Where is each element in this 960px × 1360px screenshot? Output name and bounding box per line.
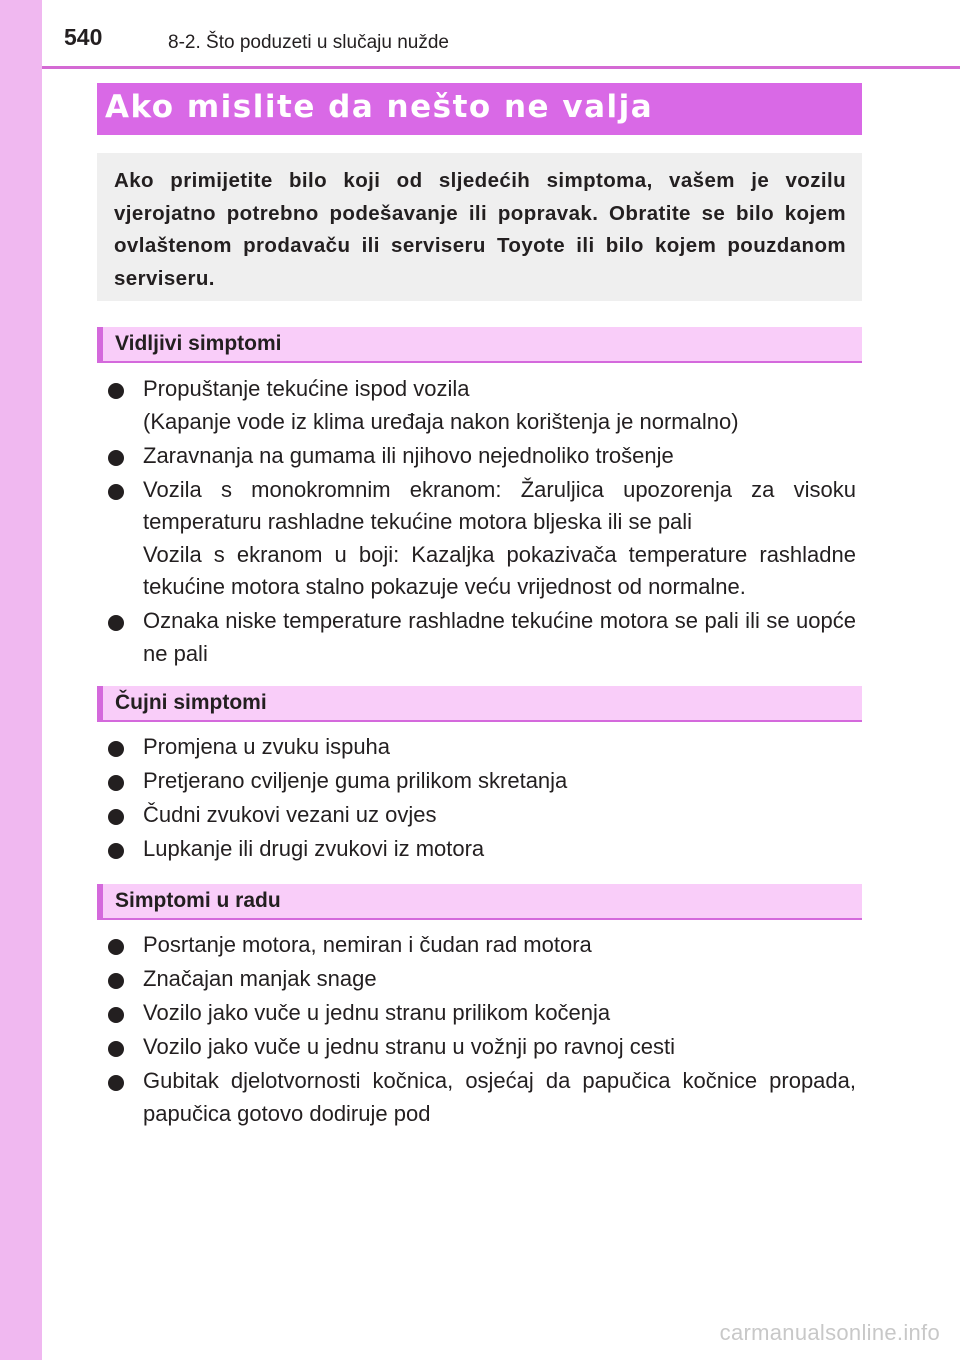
intro-text: Ako primijetite bilo koji od sljedećih simptoma, vašem je vozilu vjerojatno potrebno podešavanje ili popravak. Obratite se bilo kojem ovlaštenom prodavaču ili serviseru Toyote ili bilo kojem pouzdanom serviseru. bbox=[114, 169, 846, 290]
list-item-text: Vozilo jako vuče u jednu stranu prilikom kočenja bbox=[143, 1000, 611, 1025]
bullet-icon bbox=[108, 843, 124, 859]
list-item bbox=[108, 731, 856, 764]
side-color-strip bbox=[0, 0, 42, 1360]
bullet-icon bbox=[108, 1041, 124, 1057]
list-item-subtext: Vozila s ekranom u boji: Kazaljka pokazivača temperature rashladne tekućine motora stalno pokazuje veću vrijednost od normalne. bbox=[143, 541, 856, 599]
section-title-bar bbox=[97, 83, 862, 135]
list-item-text: Zaravnanja na gumama ili njihovo nejednoliko trošenje bbox=[143, 442, 674, 468]
bullet-icon bbox=[108, 1075, 124, 1091]
list-item-text: Promjena u zvuku ispuha bbox=[143, 734, 391, 759]
list-item bbox=[108, 929, 856, 962]
list-item-text: Pretjerano cviljenje guma prilikom skretanja bbox=[143, 768, 568, 793]
list-item bbox=[108, 765, 856, 798]
page-number: 540 bbox=[64, 24, 103, 50]
list-item-text: Vozila s monokromnim ekranom: Žaruljica upozorenja za visoku temperaturu rashladne tekućine motora bljeska ili se pali bbox=[143, 476, 856, 534]
bullet-icon bbox=[108, 809, 124, 825]
list-item-text: Propuštanje tekućine ispod vozila bbox=[143, 376, 470, 401]
list-item bbox=[108, 605, 856, 670]
list-item-text: Oznaka niske temperature rashladne tekućine motora se pali ili se uopće ne pali bbox=[143, 608, 856, 666]
bullet-icon bbox=[108, 484, 124, 500]
list-item-text: Posrtanje motora, nemiran i čudan rad motora bbox=[143, 932, 592, 957]
list-item bbox=[108, 799, 856, 832]
bullet-list-audible bbox=[108, 731, 856, 867]
bullet-icon bbox=[108, 615, 124, 631]
bullet-list-visible bbox=[108, 373, 856, 672]
bullet-icon bbox=[108, 450, 124, 466]
bullet-icon bbox=[108, 939, 124, 955]
list-item-text: Gubitak djelotvornosti kočnica, osjećaj da papučica kočnice propada, papučica gotovo dodiruje pod bbox=[143, 1068, 856, 1126]
list-item bbox=[108, 1031, 856, 1064]
bullet-icon bbox=[108, 1007, 124, 1023]
section-heading-audible bbox=[97, 686, 862, 722]
section-heading-label: Čujni simptomi bbox=[115, 691, 267, 714]
bullet-list-operational bbox=[108, 929, 856, 1132]
section-heading-label: Simptomi u radu bbox=[115, 889, 281, 912]
section-heading-visible bbox=[97, 327, 862, 363]
list-item bbox=[108, 833, 856, 866]
list-item-text: Lupkanje ili drugi zvukovi iz motora bbox=[143, 836, 485, 861]
page-header bbox=[42, 0, 960, 69]
bullet-icon bbox=[108, 383, 124, 399]
list-item bbox=[108, 1065, 856, 1130]
chapter-title: 8-2. Što poduzeti u slučaju nužde bbox=[168, 32, 449, 53]
intro-box bbox=[97, 153, 862, 301]
list-item-subtext: (Kapanje vode iz klima uređaja nakon korištenja je normalno) bbox=[143, 408, 739, 434]
bullet-icon bbox=[108, 775, 124, 791]
page-title: Ako mislite da nešto ne valja bbox=[105, 89, 654, 125]
watermark: carmanualsonline.info bbox=[719, 1320, 940, 1345]
bullet-icon bbox=[108, 973, 124, 989]
list-item bbox=[108, 474, 856, 604]
list-item-text: Čudni zvukovi vezani uz ovjes bbox=[143, 802, 437, 827]
list-item bbox=[108, 373, 856, 438]
section-heading-operational bbox=[97, 884, 862, 920]
list-item bbox=[108, 997, 856, 1030]
list-item-text: Značajan manjak snage bbox=[143, 966, 377, 991]
list-item bbox=[108, 963, 856, 996]
list-item bbox=[108, 440, 856, 473]
list-item-text: Vozilo jako vuče u jednu stranu u vožnji po ravnoj cesti bbox=[143, 1034, 675, 1059]
bullet-icon bbox=[108, 741, 124, 757]
section-heading-label: Vidljivi simptomi bbox=[115, 332, 282, 355]
